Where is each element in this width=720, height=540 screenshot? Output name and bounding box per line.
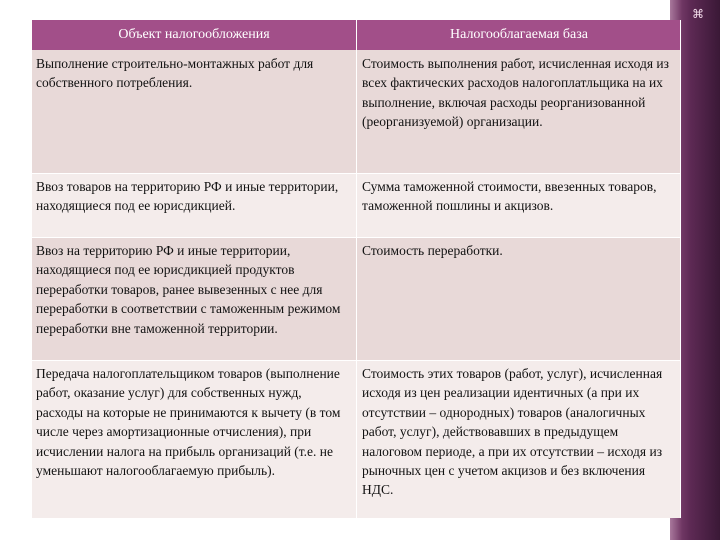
row-object-cell: Передача налогоплательщиком товаров (выполнение работ, оказание услуг) для собственных нужд, расходы на которые не принимаются к вычету (в том числе через амортизационные отчисления), при исчислении налога на прибыль организаций (т.е. не уменьшают налогооблагаемую прибыль). (32, 360, 357, 518)
table-row (32, 237, 680, 360)
tax-base-table (31, 20, 681, 518)
row-object-cell: Ввоз на территорию РФ и иные территории, находящиеся под ее юрисдикцией продуктов переработки товаров, ранее вывезенных с нее для переработки в соответствии с таможенным режимом переработки вне таможенной территории. (32, 237, 357, 360)
table-row (32, 50, 680, 173)
row-object-cell: Ввоз товаров на территорию РФ и иные территории, находящиеся под ее юрисдикцией. (32, 173, 357, 237)
row-base-cell: Стоимость этих товаров (работ, услуг), исчисленная исходя из цен реализации идентичных (а при их отсутствии – однородных) товаров (аналогичных работ, услуг), действовавших в предыдущем налоговом периоде, а при их отсутствии – исходя из рыночных цен с учетом акцизов и без включения НДС. (362, 366, 663, 498)
table-row (32, 360, 680, 518)
table-header-row (32, 20, 680, 50)
row-object-cell: Выполнение строительно-монтажных работ для собственного потребления. (32, 50, 357, 173)
row-base-cell: Стоимость выполнения работ, исчисленная исходя из всех фактических расходов налогоплатльщика на их выполнение, включая расходы реорганизованной (реорганизуемой) организации. (362, 56, 669, 130)
row-base-cell: Стоимость переработки. (362, 243, 503, 258)
header-base: Налогооблагаемая база (450, 27, 588, 42)
command-symbol-icon: ⌘ (692, 7, 704, 21)
header-object: Объект налогообложения (32, 20, 357, 50)
row-base-cell: Сумма таможенной стоимости, ввезенных товаров, таможенной пошлины и акцизов. (362, 179, 657, 214)
row-divider (32, 360, 680, 361)
row-divider (32, 237, 680, 238)
table-row (32, 173, 680, 237)
row-divider (32, 173, 680, 174)
